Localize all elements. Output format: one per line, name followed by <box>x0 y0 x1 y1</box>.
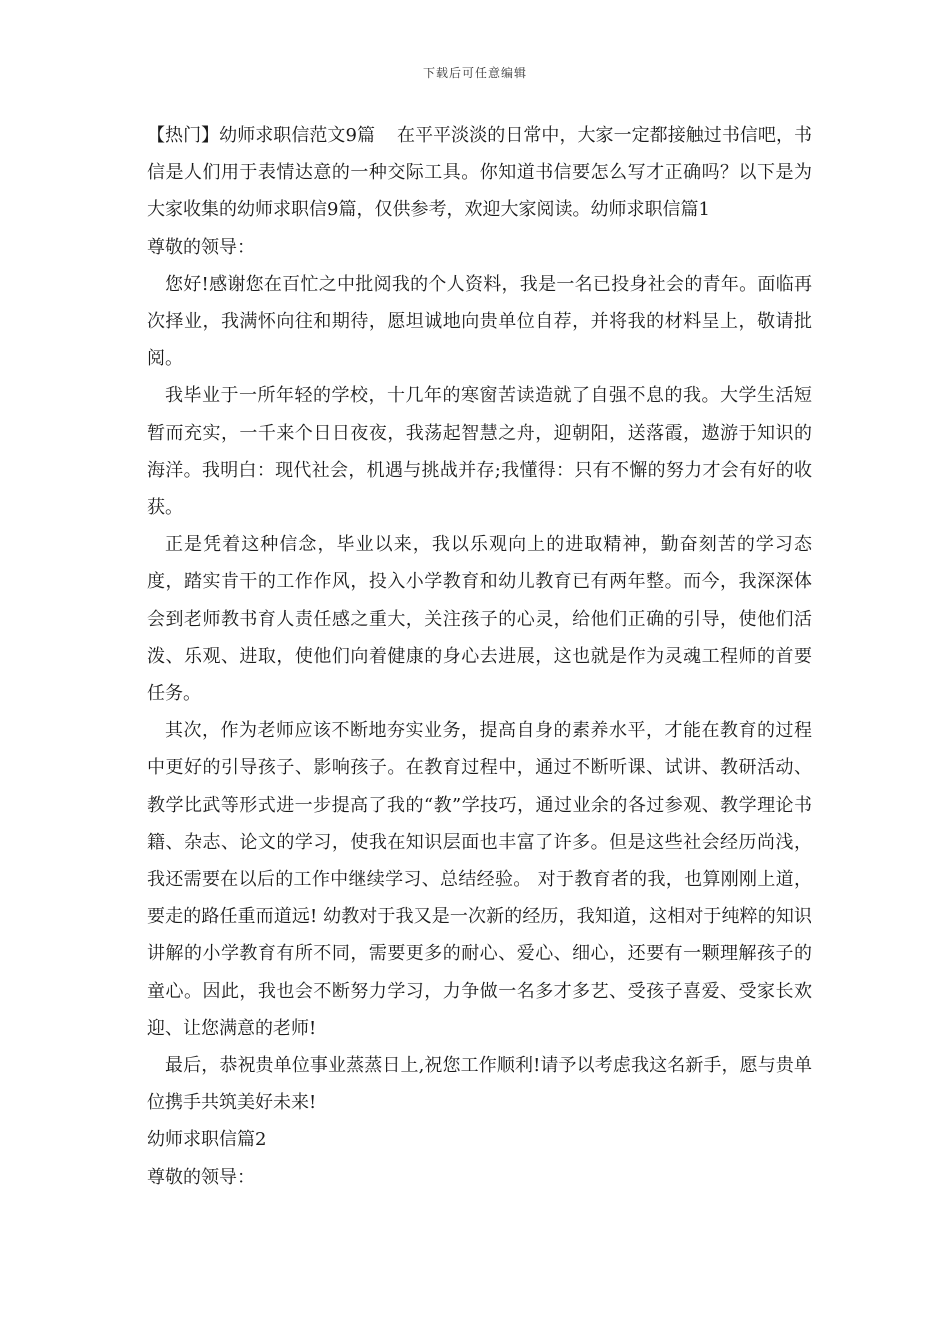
intro-paragraph <box>147 117 812 229</box>
letter1-paragraph-5: 最后，恭祝贵单位事业蒸蒸日上,祝您工作顺利!请予以考虑我这名新手，愿与贵单位携手共筑美好未来! <box>147 1055 812 1114</box>
document-title: 【热门】幼师求职信范文9篇 <box>147 125 376 146</box>
letter1-paragraph-4: 其次，作为老师应该不断地夯实业务，提高自身的素养水平，才能在教育的过程中更好的引导孩子、影响孩子。在教育过程中，通过不断听课、试讲、教研活动、教学比武等形式进一步提高了我的“教”学技巧，通过业余的各过参观、教学理论书籍、杂志、论文的学习，使我在知识层面也丰富了许多。但是这些社会经历尚浅，我还需要在以后的工作中继续学习、总结经验。 对于教育者的我，也算刚刚上道，要走的路任重而道远! 幼教对于我又是一次新的经历，我知道，这相对于纯粹的知识讲解的小学教育有所不同，需要更多的耐心、爱心、细心，还要有一颗理解孩子的童心。因此，我也会不断努力学习，力争做一名多才多艺、受孩子喜爱、受家长欢迎、让您满意的老师! <box>147 720 812 1039</box>
letter2-greeting: 尊敬的领导： <box>147 1166 255 1188</box>
page-header: 下载后可任意编辑 <box>422 66 527 80</box>
letter1-paragraph-3: 正是凭着这种信念，毕业以来，我以乐观向上的进取精神，勤奋刻苦的学习态度，踏实肯干的工作作风，投入小学教育和幼儿教育已有两年整。而今，我深深体会到老师教书育人责任感之重大，关注孩子的心灵，给他们正确的引导，使他们活泼、乐观、进取，使他们向着健康的身心去进展，这也就是作为灵魂工程师的首要任务。 <box>147 534 812 705</box>
letter1-greeting: 尊敬的领导： <box>147 236 255 258</box>
intro-text: 在平平淡淡的日常中，大家一定都接触过书信吧，书信是人们用于表情达意的一种交际工具。你知道书信要怎么写才正确吗？以下是为大家收集的幼师求职信9篇，仅供参考，欢迎大家阅读。幼师求职信篇1 <box>147 125 813 221</box>
letter2-heading: 幼师求职信篇2 <box>147 1129 267 1151</box>
letter1-paragraph-2: 我毕业于一所年轻的学校，十几年的寒窗苦读造就了自强不息的我。大学生活短暂而充实，一千来个日日夜夜，我荡起智慧之舟，迎朝阳，送落霞，遨游于知识的海洋。我明白：现代社会，机遇与挑战并存;我懂得：只有不懈的努力才会有好的收获。 <box>147 385 812 519</box>
document-body <box>147 117 812 1196</box>
letter1-paragraph-1: 您好!感谢您在百忙之中批阅我的个人资料，我是一名已投身社会的青年。面临再次择业，我满怀向往和期待，愿坦诚地向贵单位自荐，并将我的材料呈上，敬请批阅。 <box>147 273 812 370</box>
